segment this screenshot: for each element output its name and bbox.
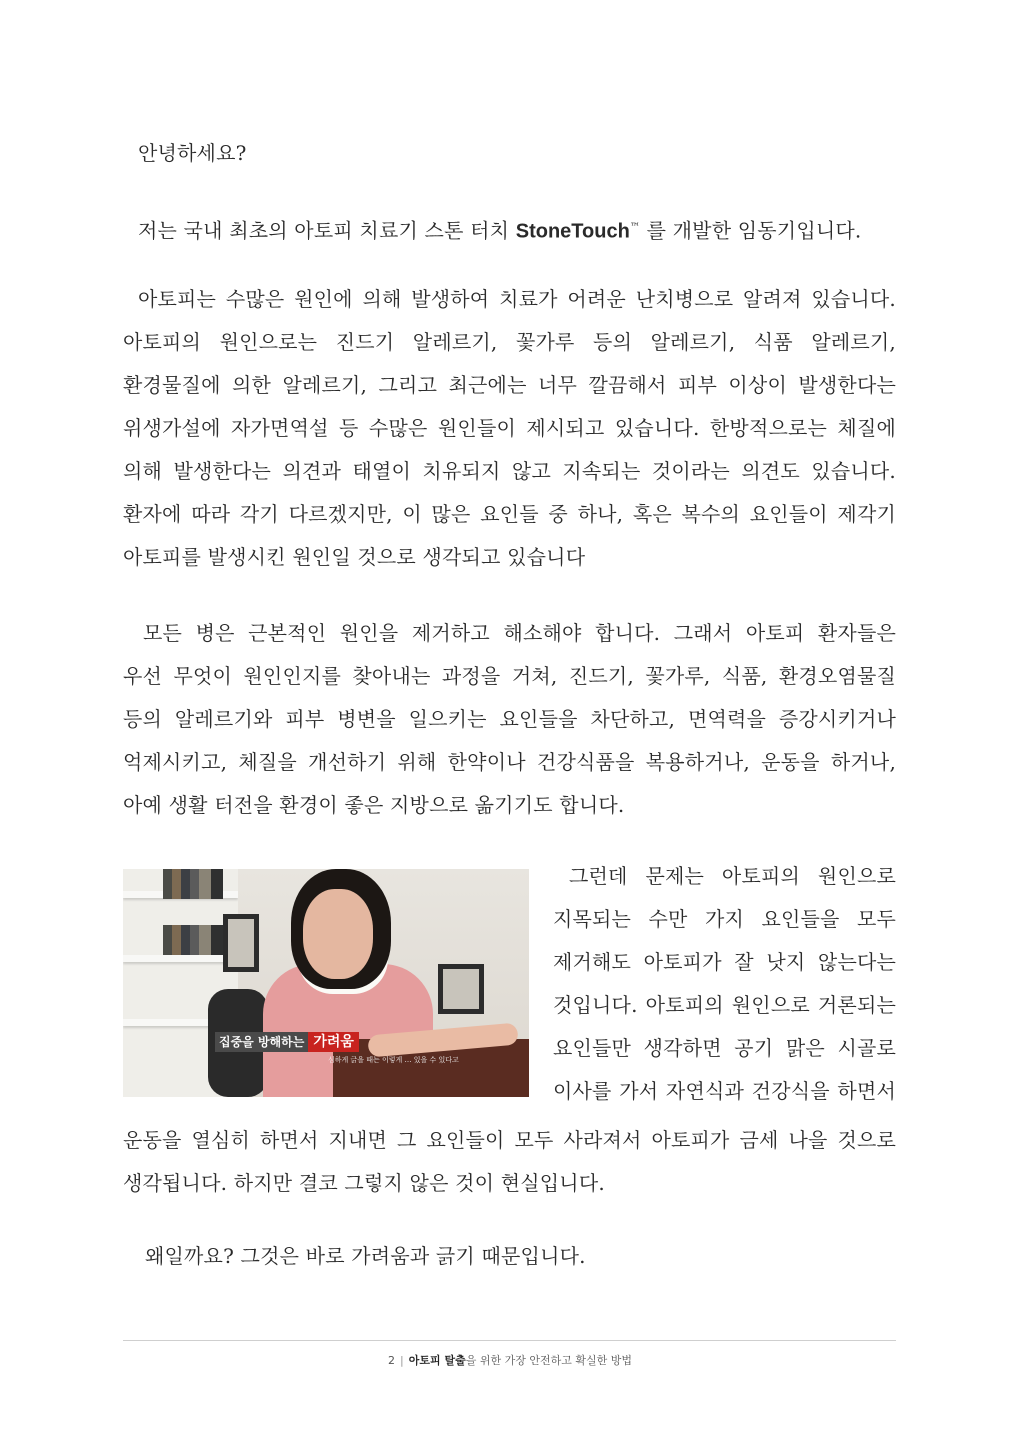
paragraph-problem-full — [123, 1119, 896, 1205]
paragraph-line: 지목되는 수만 가지 요인들을 모두 — [553, 907, 896, 931]
paragraph-line: 그런데 문제는 아토피의 원인으로 — [569, 864, 896, 888]
paragraph-line: 억제시키고, 체질을 개선하기 위해 한약이나 건강식품을 복용하거나, 운동을 하거나, — [123, 750, 896, 774]
girl-face — [303, 889, 373, 979]
paragraph-line: 운동을 열심히 하면서 지내면 그 요인들이 모두 사라져서 아토피가 금세 나을 것으로 — [123, 1128, 896, 1152]
paragraph-line: 요인들만 생각하면 공기 맑은 시골로 — [553, 1036, 896, 1060]
paragraph-line: 우선 무엇이 원인인지를 찾아내는 과정을 거쳐, 진드기, 꽃가루, 식품, 환경오염물질 — [123, 664, 896, 688]
greeting: 안녕하세요? — [138, 141, 247, 165]
books — [163, 869, 223, 899]
paragraph-line: 아예 생활 터전을 환경이 좋은 지방으로 옮기기도 합니다. — [123, 793, 625, 817]
page-footer — [0, 1352, 1020, 1368]
footer-divider — [123, 1340, 896, 1341]
intro-before: 저는 국내 최초의 아토피 치료기 스톤 터치 — [138, 218, 516, 243]
itching-girl-photo — [123, 869, 529, 1097]
paragraph-line: 환자에 따라 각기 다르겠지만, 이 많은 요인들 중 하나, 혹은 복수의 요인들이 제각기 — [123, 502, 896, 526]
intro-after: 를 개발한 임동기입니다. — [640, 218, 862, 243]
picture-frame — [438, 964, 484, 1014]
picture-frame — [223, 914, 259, 972]
paragraph-causes — [123, 278, 896, 579]
paragraph-line: 것입니다. 아토피의 원인으로 거론되는 — [553, 993, 896, 1017]
footer-title-bold: 아토피 탈출 — [408, 1354, 466, 1367]
paragraph-why: 왜일까요? 그것은 바로 가려움과 긁기 때문입니다. — [145, 1244, 586, 1268]
paragraph-problem-side — [553, 855, 896, 1113]
caption-highlight: 가려움 — [308, 1032, 359, 1052]
footer-separator: | — [400, 1354, 404, 1367]
intro-sentence — [138, 206, 898, 254]
paragraph-treatment — [123, 612, 896, 827]
photo-subtitle: 심하게 긁을 때는 이렇게 … 있을 수 있다고 — [328, 1056, 459, 1064]
paragraph-line: 환경물질에 의한 알레르기, 그리고 최근에는 너무 깔끔해서 피부 이상이 발생한다는 — [123, 373, 896, 397]
paragraph-line: 모든 병은 근본적인 원인을 제거하고 해소해야 합니다. 그래서 아토피 환자들은 — [143, 621, 896, 645]
page-number: 2 — [388, 1354, 396, 1367]
paragraph-line: 위생가설에 자가면역설 등 수많은 원인들이 제시되고 있습니다. 한방적으로는 체질에 — [123, 416, 896, 440]
paragraph-line: 제거해도 아토피가 잘 낫지 않는다는 — [553, 950, 896, 974]
paragraph-line: 이사를 가서 자연식과 건강식을 하면서 — [553, 1079, 896, 1103]
brand-name: StoneTouch — [515, 220, 630, 243]
footer-title-rest: 을 위한 가장 안전하고 확실한 방법 — [465, 1354, 632, 1367]
paragraph-line: 등의 알레르기와 피부 병변을 일으키는 요인들을 차단하고, 면역력을 증강시키거나 — [123, 707, 896, 731]
trademark-symbol: ™ — [629, 222, 641, 233]
caption-prefix: 집중을 방해하는 — [215, 1032, 308, 1052]
paragraph-line: 생각됩니다. 하지만 결코 그렇지 않은 것이 현실입니다. — [123, 1171, 605, 1195]
paragraph-line: 아토피의 원인으로는 진드기 알레르기, 꽃가루 등의 알레르기, 식품 알레르기, — [123, 330, 896, 354]
paragraph-line: 아토피를 발생시킨 원인일 것으로 생각되고 있습니다 — [123, 545, 586, 569]
paragraph-line: 의해 발생한다는 의견과 태열이 치유되지 않고 지속되는 것이라는 의견도 있습니다. — [123, 459, 896, 483]
photo-caption — [215, 1032, 359, 1052]
shelf-board — [123, 955, 238, 962]
paragraph-line: 아토피는 수많은 원인에 의해 발생하여 치료가 어려운 난치병으로 알려져 있습니다. — [138, 287, 896, 311]
books — [163, 925, 223, 955]
